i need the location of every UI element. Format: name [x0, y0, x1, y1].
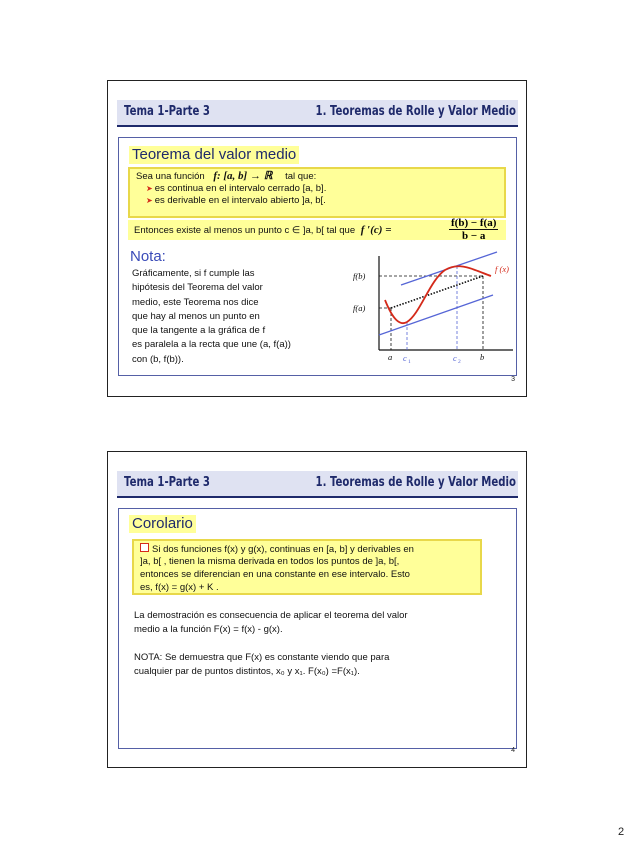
content-panel	[118, 508, 517, 749]
section-title: Corolario	[129, 515, 196, 533]
fx-label: f (x)	[495, 264, 509, 274]
note-line: cualquier par de puntos distintos, x₀ y x₁. F(x₀) =F(x₁).	[134, 666, 360, 677]
nota-line: medio, este Teorema nos dice	[132, 296, 259, 308]
note-paragraph	[134, 651, 389, 679]
slide-header	[117, 100, 518, 127]
checkbox-bullet-icon	[140, 543, 149, 552]
function-formula: f: [a, b] → ℝ	[213, 170, 273, 182]
fb-label: f(b)	[353, 271, 366, 281]
derivative-lhs: f ′(c) =	[360, 224, 392, 236]
theorem-intro: Sea una función	[136, 171, 205, 182]
header-right: 1. Teoremas de Rolle y Valor Medio	[315, 104, 516, 119]
nota-title: Nota:	[130, 248, 166, 265]
c2-tick-label: c	[453, 353, 457, 363]
nota-text	[132, 267, 342, 367]
mean-value-graph	[345, 250, 515, 365]
corollary-line: Si dos funciones f(x) y g(x), continuas en [a, b] y derivables en	[140, 543, 414, 556]
nota-line: que la tangente a la gráfica de f	[132, 325, 266, 337]
fraction-denominator: b − a	[461, 230, 486, 242]
c1-tick-label: c	[403, 353, 407, 363]
tangent-line-c1	[379, 295, 493, 335]
arrow-bullet-icon: ➤	[146, 196, 153, 205]
fa-label: f(a)	[353, 303, 366, 313]
hypothesis-2: ➤ es derivable en el intervalo abierto ]a, b[.	[146, 195, 326, 206]
mean-value-fraction	[449, 217, 498, 242]
arrow-bullet-icon: ➤	[146, 184, 153, 193]
nota-line: que hay al menos un punto en	[132, 310, 260, 322]
nota-line: hipótesis del Teorema del valor	[132, 282, 263, 294]
corollary-line: es, f(x) = g(x) + K .	[140, 582, 219, 593]
document-page-number: 2	[618, 826, 625, 838]
corollary-box	[132, 539, 482, 595]
theorem-intro-end: tal que:	[285, 171, 317, 182]
nota-line: con (b, f(b)).	[132, 353, 184, 365]
corollary-line: ]a, b[ , tienen la misma derivada en todos los puntos de ]a, b[,	[140, 556, 400, 567]
proof-paragraph	[134, 609, 408, 637]
fraction-numerator: f(b) − f(a)	[451, 217, 497, 229]
slide-header	[117, 471, 518, 498]
header-left: Tema 1-Parte 3	[124, 475, 210, 490]
header-left: Tema 1-Parte 3	[124, 104, 210, 119]
slide-3	[107, 80, 527, 397]
slide-4	[107, 451, 527, 768]
hypothesis-1: ➤ es continua en el intervalo cerrado [a, b].	[146, 183, 327, 194]
slide-page-number: 3	[511, 376, 515, 383]
slide-page-number: 4	[511, 747, 515, 754]
b-tick-label: b	[480, 352, 485, 362]
nota-line: Gráficamente, si f cumple las	[132, 268, 255, 279]
proof-line: medio a la función F(x) = f(x) - g(x).	[134, 624, 283, 635]
nota-line: es paralela a la recta que une (a, f(a))	[132, 339, 291, 351]
section-title: Teorema del valor medio	[129, 146, 299, 164]
theorem-box	[128, 167, 506, 218]
c2-subscript: 2	[458, 359, 461, 365]
header-right: 1. Teoremas de Rolle y Valor Medio	[315, 475, 516, 490]
note-line: NOTA: Se demuestra que F(x) es constante viendo que para	[134, 652, 390, 663]
c1-subscript: 1	[408, 359, 411, 365]
corollary-line: entonces se diferencian en una constante en ese intervalo. Esto	[140, 569, 410, 580]
a-tick-label: a	[388, 352, 393, 362]
content-panel	[118, 137, 517, 376]
proof-line: La demostración es consecuencia de aplicar el teorema del valor	[134, 610, 408, 621]
conclusion-text: Entonces existe al menos un punto c ∈ ]a, b[ tal que	[134, 225, 356, 236]
